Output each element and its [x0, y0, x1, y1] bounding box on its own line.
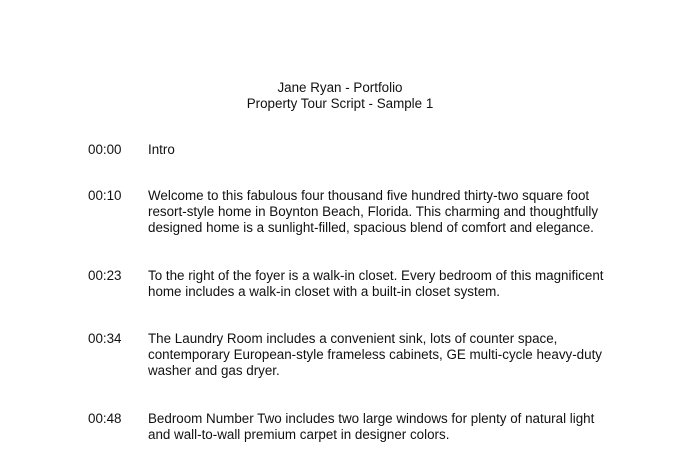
script-text: To the right of the foyer is a walk-in closet. Every bedroom of this magnificent home includes a walk-in closet with a built-in closet system.: [148, 268, 604, 299]
script-text: Bedroom Number Two includes two large windows for plenty of natural light and wall-to-wall premium carpet in designer colors.: [148, 411, 595, 442]
timestamp: 00:10: [88, 188, 122, 203]
script-text: Welcome to this fabulous four thousand five hundred thirty-two square foot resort-style home in Boynton Beach, Florida. This charming and thoughtfully designed home is a sunlight-filled, spacious blend of comfort and elegance.: [148, 188, 599, 235]
portfolio-title: Jane Ryan - Portfolio: [277, 80, 403, 95]
script-text: The Laundry Room includes a convenient sink, lots of counter space, contemporary European-style frameless cabinets, GE multi-cycle heavy-duty washer and gas dryer.: [148, 331, 602, 378]
script-title: Property Tour Script - Sample 1: [246, 96, 434, 111]
script-entry: [88, 411, 648, 451]
script-entry: [88, 142, 648, 188]
document-header: [0, 80, 680, 112]
script-text: Intro: [148, 142, 175, 157]
timestamp: 00:34: [88, 331, 122, 346]
script-entry: [88, 331, 648, 411]
timestamp: 00:23: [88, 268, 122, 283]
script-entries: [88, 142, 648, 451]
script-entry: [88, 268, 648, 331]
script-entry: [88, 188, 648, 268]
timestamp: 00:48: [88, 411, 122, 426]
timestamp: 00:00: [88, 142, 122, 157]
